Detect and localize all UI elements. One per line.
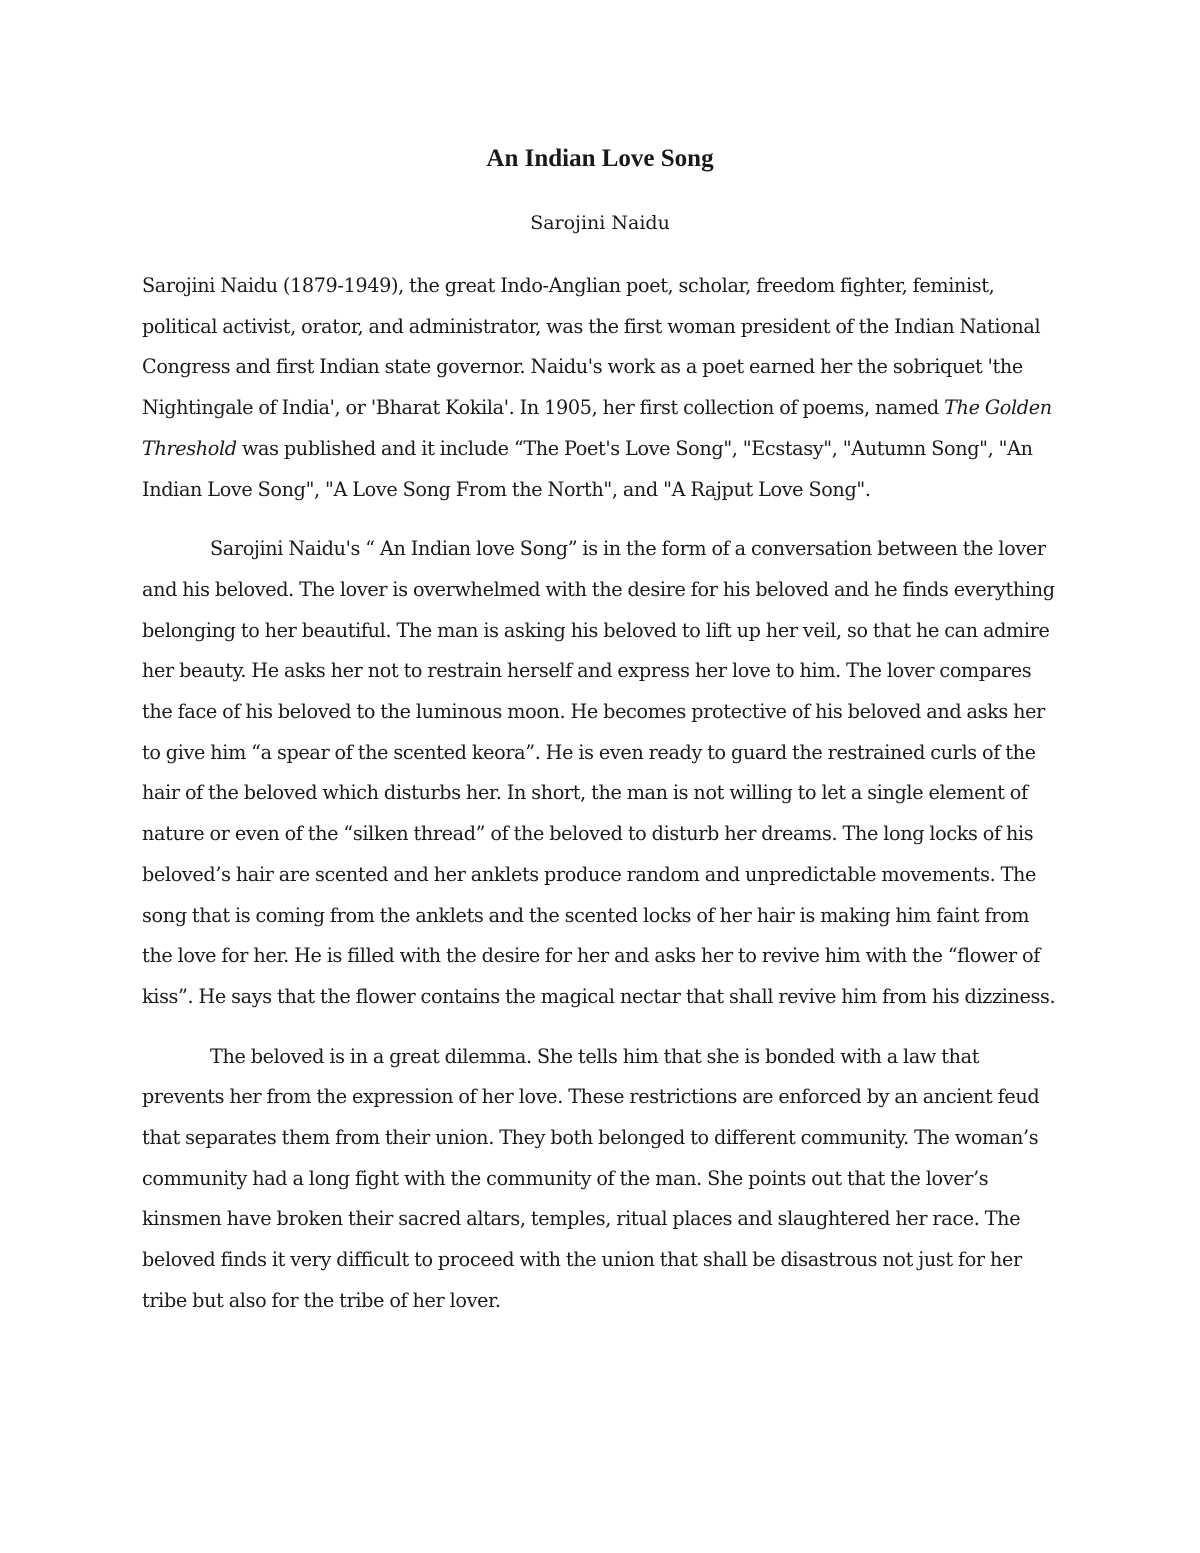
document-title: An Indian Love Song bbox=[486, 145, 714, 172]
document-author: Sarojini Naidu bbox=[530, 212, 670, 234]
paragraph-intro bbox=[142, 266, 1062, 510]
book-title-italic: The Golden Threshold bbox=[142, 396, 1052, 460]
document-body bbox=[142, 266, 1062, 1322]
paragraph-intro-text-1: Sarojini Naidu (1879-1949), the great Indo-Anglian poet, scholar, freedom fighter, feminist, political activist, orator, and administrator, was the first woman president of the Indian National Congress and first Indian state governor. Naidu's work as a poet earned her the sobriquet 'the Nightingale of India', or 'Bharat Kokila'. In 1905, her first collection of poems, named bbox=[142, 274, 1041, 420]
paragraph-analysis: Sarojini Naidu's “ An Indian love Song” is in the form of a conversation between the lover and his beloved. The lover is overwhelmed with the desire for his beloved and he finds everything belonging to her beautiful. The man is asking his beloved to lift up her veil, so that he can admire her beauty. He asks her not to restrain herself and express her love to him. The lover compares the face of his beloved to the luminous moon. He becomes protective of his beloved and asks her to give him “a spear of the scented keora”. He is even ready to guard the restrained curls of the hair of the beloved which disturbs her. In short, the man is not willing to let a single element of nature or even of the “silken thread” of the beloved to disturb her dreams. The long locks of his beloved’s hair are scented and her anklets produce random and unpredictable movements. The song that is coming from the anklets and the scented locks of her hair is making him faint from the love for her. He is filled with the desire for her and asks her to revive him with the “flower of kiss”. He says that the flower contains the magical nectar that shall revive him from his dizziness. bbox=[142, 537, 1056, 1008]
paragraph-beloved: The beloved is in a great dilemma. She tells him that she is bonded with a law that prevents her from the expression of her love. These restrictions are enforced by an ancient feud that separates them from their union. They both belonged to different community. The woman’s community had a long fight with the community of the man. She points out that the lover’s kinsmen have broken their sacred altars, temples, ritual places and slaughtered her race. The beloved finds it very difficult to proceed with the union that shall be disastrous not just for her tribe but also for the tribe of her lover. bbox=[142, 1044, 1040, 1312]
paragraph-intro-text-2: was published and it include “The Poet's Love Song", "Ecstasy", "Autumn Song", "An Indian Love Song", "A Love Song From the North", and "A Rajput Love Song". bbox=[142, 436, 1033, 501]
